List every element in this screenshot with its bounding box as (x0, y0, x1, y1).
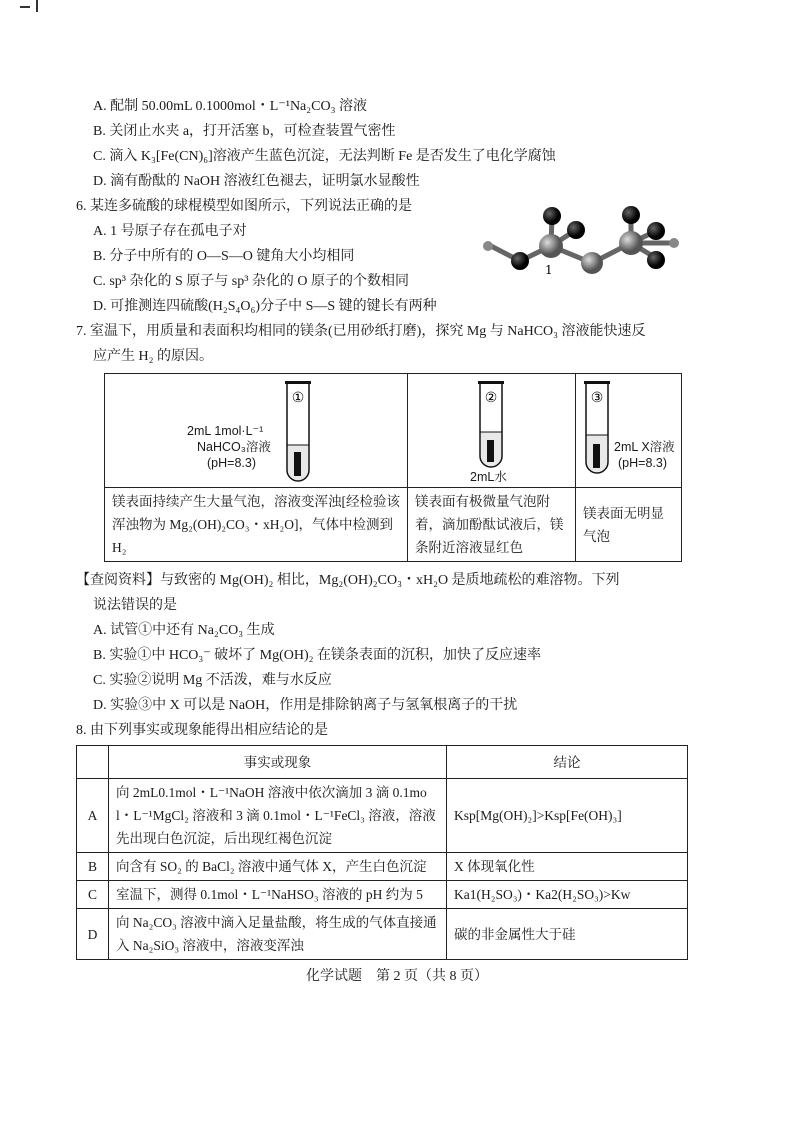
row-key: A (77, 779, 109, 853)
q7-stem-line2: 应产生 H₂ 的原因。 (93, 349, 213, 364)
observation-1: 镁表面持续产生大量气泡，溶液变浑浊[经检验该浑浊物为 Mg₂(OH)₂CO₃・xH₂O]，气体中检测到 H₂ (105, 488, 408, 562)
tube-cell-3 (576, 374, 682, 488)
row-conclusion: Ka1(H₂SO₃)・Ka2(H₂SO₃)>Kw (447, 881, 688, 909)
reference-note-line1: 【查阅资料】与致密的 Mg(OH)₂ 相比，Mg₂(OH)₂CO₃・xH₂O 是质地疏松的难溶物。下列 (76, 573, 620, 588)
row-fact: 向 Na₂CO₃ 溶液中滴入足量盐酸，将生成的气体直接通入 Na₂SiO₃ 溶液中，溶液变浑浊 (109, 909, 447, 960)
q5-option-d: D. 滴有酚酞的 NaOH 溶液红色褪去，证明氯水显酸性 (93, 174, 420, 189)
header-blank (77, 746, 109, 779)
q8-stem: 8. 由下列事实或现象能得出相应结论的是 (76, 723, 328, 738)
fact-conclusion-table (76, 745, 688, 960)
row-key: D (77, 909, 109, 960)
observation-2: 镁表面有极微量气泡附着，滴加酚酞试液后，镁条附近溶液显红色 (408, 488, 576, 562)
atom-number-label: 1 (545, 263, 553, 277)
table-row (77, 853, 688, 881)
tube-cell-1 (105, 374, 408, 488)
page-footer: 化学试题 第 2 页（共 8 页） (306, 969, 488, 984)
tube1-label3: (pH=8.3) (207, 456, 256, 470)
q6-stem: 6. 某连多硫酸的球棍模型如图所示，下列说法正确的是 (76, 199, 412, 214)
tube-number: ③ (590, 391, 604, 406)
row-fact: 室温下，测得 0.1mol・L⁻¹NaHSO₃ 溶液的 pH 约为 5 (109, 881, 447, 909)
tube1-label2: NaHCO₃溶液 (197, 440, 271, 454)
table-row (77, 881, 688, 909)
q5-option-a: A. 配制 50.00mL 0.1000mol・L⁻¹Na₂CO₃ 溶液 (93, 99, 367, 114)
q6-block (76, 194, 690, 319)
q6-option-a: A. 1 号原子存在孤电子对 (93, 224, 247, 239)
test-tube-2 (476, 380, 506, 470)
experiment-table (104, 373, 682, 562)
observation-3: 镁表面无明显气泡 (576, 488, 682, 562)
row-conclusion: 碳的非金属性大于硅 (447, 909, 688, 960)
header-fact: 事实或现象 (109, 746, 447, 779)
q5-option-b: B. 关闭止水夹 a，打开活塞 b，可检查装置气密性 (93, 124, 396, 139)
row-fact: 向含有 SO₂ 的 BaCl₂ 溶液中通气体 X，产生白色沉淀 (109, 853, 447, 881)
tube-cell-2 (408, 374, 576, 488)
table-row (77, 909, 688, 960)
q7-option-c: C. 实验②说明 Mg 不活泼，难与水反应 (93, 673, 332, 688)
test-tube-3 (582, 380, 612, 480)
row-conclusion: X 体现氧化性 (447, 853, 688, 881)
tube3-label2: (pH=8.3) (618, 456, 667, 470)
tube2-label: 2mL水 (470, 470, 507, 484)
row-key: B (77, 853, 109, 881)
q6-option-b: B. 分子中所有的 O—S—O 键角大小均相同 (93, 249, 355, 264)
tube-number: ② (484, 391, 498, 406)
tube1-label1: 2mL 1mol·L⁻¹ (187, 424, 264, 438)
q6-option-c: C. sp³ 杂化的 S 原子与 sp³ 杂化的 O 原子的个数相同 (93, 274, 410, 289)
q5-option-c: C. 滴入 K₃[Fe(CN)₆]溶液产生蓝色沉淀，无法判断 Fe 是否发生了电化学腐蚀 (93, 149, 556, 164)
tube3-label1: 2mL X溶液 (614, 440, 675, 454)
q7-option-b: B. 实验①中 HCO₃⁻ 破坏了 Mg(OH)₂ 在镁条表面的沉积，加快了反应速率 (93, 648, 542, 663)
row-conclusion: Ksp[Mg(OH)₂]>Ksp[Fe(OH)₃] (447, 779, 688, 853)
q7-stem-line1: 7. 室温下，用质量和表面积均相同的镁条(已用砂纸打磨)，探究 Mg 与 NaHCO₃ 溶液能快速反 (76, 324, 646, 339)
reference-note-line2: 说法错误的是 (93, 598, 177, 613)
q6-option-d: D. 可推测连四硫酸(H₂S₄O₆)分子中 S—S 键的键长有两种 (93, 299, 437, 314)
header-conclusion: 结论 (447, 746, 688, 779)
q7-option-a: A. 试管①中还有 Na₂CO₃ 生成 (93, 623, 275, 638)
test-tube-1 (283, 380, 313, 484)
q7-option-d: D. 实验③中 X 可以是 NaOH，作用是排除钠离子与氢氧根离子的干扰 (93, 698, 518, 713)
table-row (77, 779, 688, 853)
row-fact: 向 2mL0.1mol・L⁻¹NaOH 溶液中依次滴加 3 滴 0.1mol・L⁻¹MgCl₂ 溶液和 3 滴 0.1mol・L⁻¹FeCl₃ 溶液，溶液先出现白色沉淀，后出现红褐色沉淀 (109, 779, 447, 853)
tube-number: ① (291, 391, 305, 406)
row-key: C (77, 881, 109, 909)
ball-stick-molecule (476, 198, 686, 288)
